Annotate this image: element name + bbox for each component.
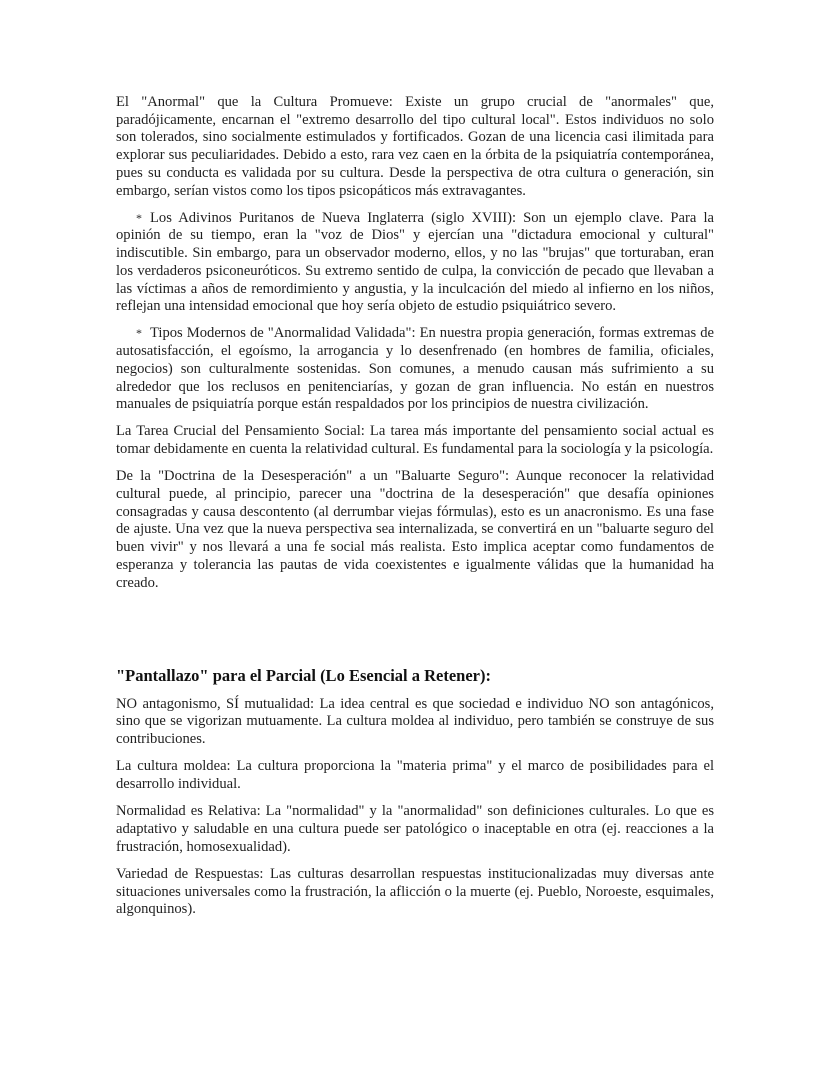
paragraph-no-antagonismo: NO antagonismo, SÍ mutualidad: La idea central es que sociedad e individuo NO son antagónicos, sino que se vigorizan mutuamente. La cultura moldea al individuo, pero también se construye de sus contribuciones. <box>116 695 714 748</box>
section-spacer <box>116 602 714 666</box>
bullet-item-adivinos-puritanos <box>116 210 714 316</box>
asterisk-bullet-icon: * <box>136 210 142 225</box>
bullet-text: Los Adivinos Puritanos de Nueva Inglaterra (siglo XVIII): Son un ejemplo clave. Para la opinión de su tiempo, eran la "voz de Dios" y ejercían una "dictadura emocional y cultural" indiscutible. Sin embargo, para un observador moderno, ellos, y no las "brujas" que torturaban, eran los verdaderos psiconeuróticos. Su extremo sentido de culpa, la convicción de pecado que llevaban a las víctimas a años de remordimiento y angustia, y la inculcación del miedo al infierno en los niños, reflejan una intensidad emocional que hoy sería objeto de estudio psiquiátrico severo. <box>116 209 714 315</box>
document-page <box>116 94 714 929</box>
paragraph-doctrina-desesperacion: De la "Doctrina de la Desesperación" a un "Baluarte Seguro": Aunque reconocer la relatividad cultural puede, al principio, parecer una "doctrina de la desesperación" que desafía opiniones consagradas y causa descontento (al derrumbar viejas fórmulas), esto es un anacronismo. Es una fase de ajuste. Una vez que la nueva perspectiva sea internalizada, se convertirá en un "baluarte seguro del buen vivir" y nos llevará a una fe social más realista. Esto implica aceptar como fundamentos de esperanza y tolerancia las pautas de vida coexistentes e igualmente válidas que la humanidad ha creado. <box>116 468 714 591</box>
paragraph-variedad-respuestas: Variedad de Respuestas: Las culturas desarrollan respuestas institucionalizadas muy diversas ante situaciones universales como la frustración, la aflicción o la muerte (ej. Pueblo, Noroeste, esquimales, algonquinos). <box>116 865 714 918</box>
paragraph-cultura-moldea: La cultura moldea: La cultura proporciona la "materia prima" y el marco de posibilidades para el desarrollo individual. <box>116 758 714 793</box>
paragraph-anormal-cultura: El "Anormal" que la Cultura Promueve: Existe un grupo crucial de "anormales" que, paradójicamente, encarnan el "extremo desarrollo del tipo cultural local". Estos individuos no solo son tolerados, sino socialmente estimulados y fortificados. Gozan de una licencia casi ilimitada para explorar sus peculiaridades. Debido a esto, rara vez caen en la órbita de la psiquiatría contemporánea, pues su conducta es validada por su cultura. Desde la perspectiva de otra cultura o generación, sin embargo, serían vistos como los tipos psicopáticos más extravagantes. <box>116 94 714 199</box>
section-heading-pantallazo: "Pantallazo" para el Parcial (Lo Esencial a Retener): <box>116 665 491 685</box>
paragraph-normalidad-relativa: Normalidad es Relativa: La "normalidad" y la "anormalidad" son definiciones culturales. Lo que es adaptativo y saludable en una cultura puede ser patológico o inaceptable en otra (ej. reacciones a la frustración, homosexualidad). <box>116 803 714 855</box>
bullet-text: Tipos Modernos de "Anormalidad Validada": En nuestra propia generación, formas extremas de autosatisfacción, el egoísmo, la arrogancia y lo desenfrenado (en hombres de familia, oficiales, negocios) son culturalmente sostenidas. Son comunes, a menudo causan más sufrimiento a su alrededor que los reclusos en penitenciarías, y gozan de gran influencia. No están en nuestros manuales de psiquiatría porque están respaldados por los principios de nuestra civilización. <box>116 325 714 413</box>
asterisk-bullet-icon: * <box>136 326 142 341</box>
paragraph-tarea-crucial: La Tarea Crucial del Pensamiento Social: La tarea más importante del pensamiento social actual es tomar debidamente en cuenta la relatividad cultural. Es fundamental para la sociología y la psicología. <box>116 423 714 458</box>
bullet-item-tipos-modernos <box>116 325 714 414</box>
